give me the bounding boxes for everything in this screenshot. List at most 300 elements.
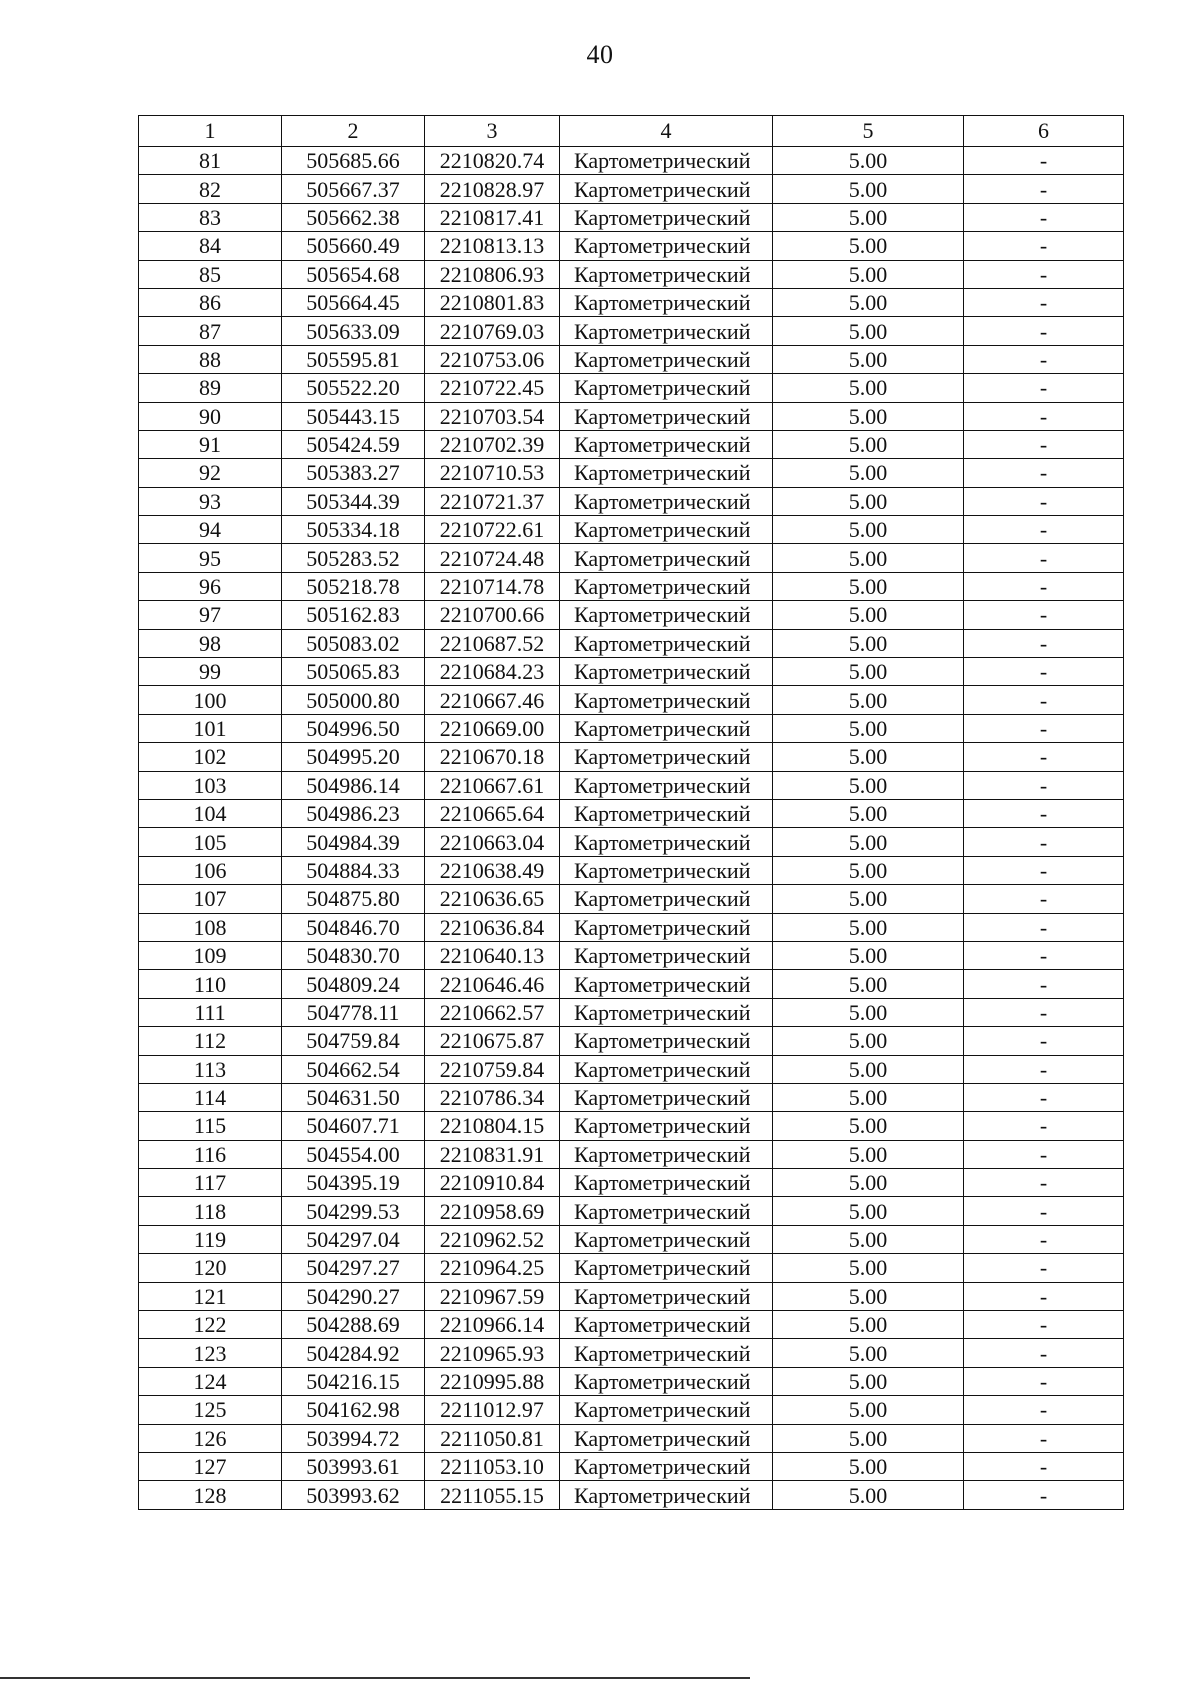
point-number-cell: 124: [139, 1367, 282, 1395]
accuracy-cell: 5.00: [773, 1083, 964, 1111]
method-cell: Картометрический: [560, 799, 773, 827]
description-cell: -: [964, 203, 1124, 231]
table-row: [139, 147, 1124, 175]
y-coordinate-cell: 2210724.48: [425, 544, 560, 572]
point-number-cell: 103: [139, 771, 282, 799]
table-row: [139, 1367, 1124, 1395]
x-coordinate-cell: 504830.70: [282, 941, 425, 969]
description-cell: -: [964, 345, 1124, 373]
description-cell: -: [964, 288, 1124, 316]
method-cell: Картометрический: [560, 743, 773, 771]
accuracy-cell: 5.00: [773, 941, 964, 969]
description-cell: -: [964, 1197, 1124, 1225]
accuracy-cell: 5.00: [773, 147, 964, 175]
x-coordinate-cell: 505383.27: [282, 459, 425, 487]
method-cell: Картометрический: [560, 1311, 773, 1339]
accuracy-cell: 5.00: [773, 260, 964, 288]
y-coordinate-cell: 2210638.49: [425, 856, 560, 884]
table-row: [139, 1027, 1124, 1055]
table-row: [139, 885, 1124, 913]
x-coordinate-cell: 504984.39: [282, 828, 425, 856]
method-cell: Картометрический: [560, 828, 773, 856]
point-number-cell: 96: [139, 572, 282, 600]
method-cell: Картометрический: [560, 1225, 773, 1253]
table-row: [139, 374, 1124, 402]
x-coordinate-cell: 505660.49: [282, 232, 425, 260]
point-number-cell: 125: [139, 1396, 282, 1424]
y-coordinate-cell: 2210722.45: [425, 374, 560, 402]
x-coordinate-cell: 503993.62: [282, 1481, 425, 1509]
y-coordinate-cell: 2210806.93: [425, 260, 560, 288]
y-coordinate-cell: 2210958.69: [425, 1197, 560, 1225]
description-cell: -: [964, 1396, 1124, 1424]
table-row: [139, 1282, 1124, 1310]
method-cell: Картометрический: [560, 544, 773, 572]
method-cell: Картометрический: [560, 203, 773, 231]
accuracy-cell: 5.00: [773, 1396, 964, 1424]
description-cell: -: [964, 1424, 1124, 1452]
x-coordinate-cell: 504846.70: [282, 913, 425, 941]
table-row: [139, 203, 1124, 231]
accuracy-cell: 5.00: [773, 601, 964, 629]
y-coordinate-cell: 2210786.34: [425, 1083, 560, 1111]
description-cell: -: [964, 799, 1124, 827]
table-row: [139, 572, 1124, 600]
table-row: [139, 1254, 1124, 1282]
point-number-cell: 92: [139, 459, 282, 487]
x-coordinate-cell: 504778.11: [282, 998, 425, 1026]
y-coordinate-cell: 2210703.54: [425, 402, 560, 430]
accuracy-cell: 5.00: [773, 345, 964, 373]
description-cell: -: [964, 572, 1124, 600]
description-cell: -: [964, 1311, 1124, 1339]
accuracy-cell: 5.00: [773, 288, 964, 316]
y-coordinate-cell: 2210662.57: [425, 998, 560, 1026]
x-coordinate-cell: 505662.38: [282, 203, 425, 231]
method-cell: Картометрический: [560, 1254, 773, 1282]
table-row: [139, 714, 1124, 742]
description-cell: -: [964, 743, 1124, 771]
point-number-cell: 122: [139, 1311, 282, 1339]
method-cell: Картометрический: [560, 1452, 773, 1480]
description-cell: -: [964, 1112, 1124, 1140]
point-number-cell: 109: [139, 941, 282, 969]
description-cell: -: [964, 1339, 1124, 1367]
table-row: [139, 1083, 1124, 1111]
table-row: [139, 1169, 1124, 1197]
point-number-cell: 111: [139, 998, 282, 1026]
accuracy-cell: 5.00: [773, 1027, 964, 1055]
accuracy-cell: 5.00: [773, 1112, 964, 1140]
description-cell: -: [964, 544, 1124, 572]
header-col-4: 4: [560, 116, 773, 147]
description-cell: -: [964, 1481, 1124, 1509]
description-cell: -: [964, 402, 1124, 430]
description-cell: -: [964, 629, 1124, 657]
method-cell: Картометрический: [560, 1169, 773, 1197]
x-coordinate-cell: 504297.27: [282, 1254, 425, 1282]
y-coordinate-cell: 2210967.59: [425, 1282, 560, 1310]
description-cell: -: [964, 232, 1124, 260]
point-number-cell: 113: [139, 1055, 282, 1083]
accuracy-cell: 5.00: [773, 203, 964, 231]
y-coordinate-cell: 2210669.00: [425, 714, 560, 742]
method-cell: Картометрический: [560, 430, 773, 458]
point-number-cell: 101: [139, 714, 282, 742]
y-coordinate-cell: 2210636.84: [425, 913, 560, 941]
point-number-cell: 83: [139, 203, 282, 231]
accuracy-cell: 5.00: [773, 1424, 964, 1452]
x-coordinate-cell: 505685.66: [282, 147, 425, 175]
y-coordinate-cell: 2210687.52: [425, 629, 560, 657]
x-coordinate-cell: 505065.83: [282, 658, 425, 686]
y-coordinate-cell: 2210721.37: [425, 487, 560, 515]
point-number-cell: 117: [139, 1169, 282, 1197]
accuracy-cell: 5.00: [773, 970, 964, 998]
y-coordinate-cell: 2210722.61: [425, 516, 560, 544]
table-row: [139, 1225, 1124, 1253]
point-number-cell: 108: [139, 913, 282, 941]
y-coordinate-cell: 2210753.06: [425, 345, 560, 373]
point-number-cell: 88: [139, 345, 282, 373]
x-coordinate-cell: 505083.02: [282, 629, 425, 657]
y-coordinate-cell: 2210640.13: [425, 941, 560, 969]
y-coordinate-cell: 2210675.87: [425, 1027, 560, 1055]
y-coordinate-cell: 2210831.91: [425, 1140, 560, 1168]
description-cell: -: [964, 260, 1124, 288]
description-cell: -: [964, 175, 1124, 203]
point-number-cell: 104: [139, 799, 282, 827]
point-number-cell: 95: [139, 544, 282, 572]
method-cell: Картометрический: [560, 516, 773, 544]
description-cell: -: [964, 317, 1124, 345]
method-cell: Картометрический: [560, 771, 773, 799]
description-cell: -: [964, 828, 1124, 856]
table-row: [139, 1339, 1124, 1367]
table-row: [139, 998, 1124, 1026]
point-number-cell: 116: [139, 1140, 282, 1168]
accuracy-cell: 5.00: [773, 1197, 964, 1225]
accuracy-cell: 5.00: [773, 1339, 964, 1367]
description-cell: -: [964, 686, 1124, 714]
table-row: [139, 1481, 1124, 1509]
y-coordinate-cell: 2210759.84: [425, 1055, 560, 1083]
method-cell: Картометрический: [560, 856, 773, 884]
method-cell: Картометрический: [560, 260, 773, 288]
accuracy-cell: 5.00: [773, 686, 964, 714]
description-cell: -: [964, 913, 1124, 941]
method-cell: Картометрический: [560, 1367, 773, 1395]
y-coordinate-cell: 2210636.65: [425, 885, 560, 913]
method-cell: Картометрический: [560, 1396, 773, 1424]
method-cell: Картометрический: [560, 998, 773, 1026]
accuracy-cell: 5.00: [773, 856, 964, 884]
x-coordinate-cell: 503993.61: [282, 1452, 425, 1480]
header-row: [139, 116, 1124, 147]
y-coordinate-cell: 2210665.64: [425, 799, 560, 827]
accuracy-cell: 5.00: [773, 430, 964, 458]
x-coordinate-cell: 505633.09: [282, 317, 425, 345]
accuracy-cell: 5.00: [773, 771, 964, 799]
point-number-cell: 97: [139, 601, 282, 629]
x-coordinate-cell: 504995.20: [282, 743, 425, 771]
description-cell: -: [964, 1027, 1124, 1055]
method-cell: Картометрический: [560, 175, 773, 203]
description-cell: -: [964, 885, 1124, 913]
point-number-cell: 93: [139, 487, 282, 515]
table-row: [139, 1452, 1124, 1480]
method-cell: Картометрический: [560, 913, 773, 941]
accuracy-cell: 5.00: [773, 459, 964, 487]
point-number-cell: 100: [139, 686, 282, 714]
y-coordinate-cell: 2210820.74: [425, 147, 560, 175]
point-number-cell: 82: [139, 175, 282, 203]
point-number-cell: 84: [139, 232, 282, 260]
table-row: [139, 430, 1124, 458]
table-row: [139, 402, 1124, 430]
accuracy-cell: 5.00: [773, 629, 964, 657]
table-row: [139, 601, 1124, 629]
x-coordinate-cell: 504288.69: [282, 1311, 425, 1339]
x-coordinate-cell: 505218.78: [282, 572, 425, 600]
header-col-2: 2: [282, 116, 425, 147]
x-coordinate-cell: 504554.00: [282, 1140, 425, 1168]
accuracy-cell: 5.00: [773, 317, 964, 345]
method-cell: Картометрический: [560, 629, 773, 657]
point-number-cell: 98: [139, 629, 282, 657]
table-row: [139, 1140, 1124, 1168]
point-number-cell: 102: [139, 743, 282, 771]
x-coordinate-cell: 504809.24: [282, 970, 425, 998]
method-cell: Картометрический: [560, 1055, 773, 1083]
x-coordinate-cell: 505334.18: [282, 516, 425, 544]
header-col-1: 1: [139, 116, 282, 147]
table-row: [139, 175, 1124, 203]
accuracy-cell: 5.00: [773, 743, 964, 771]
table-row: [139, 856, 1124, 884]
description-cell: -: [964, 1140, 1124, 1168]
accuracy-cell: 5.00: [773, 1225, 964, 1253]
description-cell: -: [964, 147, 1124, 175]
method-cell: Картометрический: [560, 1481, 773, 1509]
x-coordinate-cell: 504162.98: [282, 1396, 425, 1424]
y-coordinate-cell: 2210962.52: [425, 1225, 560, 1253]
description-cell: -: [964, 459, 1124, 487]
table-row: [139, 913, 1124, 941]
x-coordinate-cell: 505654.68: [282, 260, 425, 288]
x-coordinate-cell: 504986.23: [282, 799, 425, 827]
accuracy-cell: 5.00: [773, 1367, 964, 1395]
point-number-cell: 86: [139, 288, 282, 316]
coordinates-table: [138, 115, 1124, 1510]
description-cell: -: [964, 1254, 1124, 1282]
description-cell: -: [964, 1083, 1124, 1111]
y-coordinate-cell: 2210667.46: [425, 686, 560, 714]
table-row: [139, 1197, 1124, 1225]
point-number-cell: 81: [139, 147, 282, 175]
y-coordinate-cell: 2210995.88: [425, 1367, 560, 1395]
point-number-cell: 89: [139, 374, 282, 402]
x-coordinate-cell: 504875.80: [282, 885, 425, 913]
method-cell: Картометрический: [560, 1424, 773, 1452]
point-number-cell: 94: [139, 516, 282, 544]
point-number-cell: 107: [139, 885, 282, 913]
method-cell: Картометрический: [560, 232, 773, 260]
x-coordinate-cell: 504996.50: [282, 714, 425, 742]
description-cell: -: [964, 1225, 1124, 1253]
point-number-cell: 91: [139, 430, 282, 458]
point-number-cell: 115: [139, 1112, 282, 1140]
accuracy-cell: 5.00: [773, 1481, 964, 1509]
method-cell: Картометрический: [560, 374, 773, 402]
description-cell: -: [964, 998, 1124, 1026]
point-number-cell: 121: [139, 1282, 282, 1310]
table-row: [139, 658, 1124, 686]
accuracy-cell: 5.00: [773, 1169, 964, 1197]
description-cell: -: [964, 1367, 1124, 1395]
y-coordinate-cell: 2210670.18: [425, 743, 560, 771]
accuracy-cell: 5.00: [773, 516, 964, 544]
accuracy-cell: 5.00: [773, 658, 964, 686]
method-cell: Картометрический: [560, 402, 773, 430]
point-number-cell: 127: [139, 1452, 282, 1480]
description-cell: -: [964, 516, 1124, 544]
description-cell: -: [964, 487, 1124, 515]
table-row: [139, 1055, 1124, 1083]
x-coordinate-cell: 504759.84: [282, 1027, 425, 1055]
y-coordinate-cell: 2210769.03: [425, 317, 560, 345]
method-cell: Картометрический: [560, 317, 773, 345]
header-col-6: 6: [964, 116, 1124, 147]
accuracy-cell: 5.00: [773, 885, 964, 913]
x-coordinate-cell: 504297.04: [282, 1225, 425, 1253]
accuracy-cell: 5.00: [773, 1282, 964, 1310]
accuracy-cell: 5.00: [773, 828, 964, 856]
description-cell: -: [964, 1169, 1124, 1197]
accuracy-cell: 5.00: [773, 544, 964, 572]
y-coordinate-cell: 2210966.14: [425, 1311, 560, 1339]
y-coordinate-cell: 2210684.23: [425, 658, 560, 686]
method-cell: Картометрический: [560, 1339, 773, 1367]
table-row: [139, 459, 1124, 487]
x-coordinate-cell: 505424.59: [282, 430, 425, 458]
x-coordinate-cell: 505667.37: [282, 175, 425, 203]
y-coordinate-cell: 2210710.53: [425, 459, 560, 487]
point-number-cell: 123: [139, 1339, 282, 1367]
description-cell: -: [964, 658, 1124, 686]
x-coordinate-cell: 504662.54: [282, 1055, 425, 1083]
table-row: [139, 288, 1124, 316]
y-coordinate-cell: 2210646.46: [425, 970, 560, 998]
x-coordinate-cell: 504284.92: [282, 1339, 425, 1367]
point-number-cell: 99: [139, 658, 282, 686]
y-coordinate-cell: 2210667.61: [425, 771, 560, 799]
table-row: [139, 487, 1124, 515]
x-coordinate-cell: 505595.81: [282, 345, 425, 373]
y-coordinate-cell: 2210828.97: [425, 175, 560, 203]
x-coordinate-cell: 505522.20: [282, 374, 425, 402]
method-cell: Картометрический: [560, 1140, 773, 1168]
method-cell: Картометрический: [560, 1282, 773, 1310]
x-coordinate-cell: 505344.39: [282, 487, 425, 515]
method-cell: Картометрический: [560, 1197, 773, 1225]
method-cell: Картометрический: [560, 487, 773, 515]
header-col-5: 5: [773, 116, 964, 147]
accuracy-cell: 5.00: [773, 572, 964, 600]
point-number-cell: 128: [139, 1481, 282, 1509]
method-cell: Картометрический: [560, 147, 773, 175]
method-cell: Картометрический: [560, 1083, 773, 1111]
table-row: [139, 1112, 1124, 1140]
x-coordinate-cell: 505162.83: [282, 601, 425, 629]
table-row: [139, 1424, 1124, 1452]
method-cell: Картометрический: [560, 1112, 773, 1140]
x-coordinate-cell: 504607.71: [282, 1112, 425, 1140]
table-row: [139, 260, 1124, 288]
table-row: [139, 941, 1124, 969]
accuracy-cell: 5.00: [773, 1055, 964, 1083]
bottom-rule: [0, 1677, 750, 1679]
y-coordinate-cell: 2210714.78: [425, 572, 560, 600]
y-coordinate-cell: 2210804.15: [425, 1112, 560, 1140]
table-row: [139, 686, 1124, 714]
x-coordinate-cell: 505443.15: [282, 402, 425, 430]
header-col-3: 3: [425, 116, 560, 147]
accuracy-cell: 5.00: [773, 175, 964, 203]
y-coordinate-cell: 2210910.84: [425, 1169, 560, 1197]
y-coordinate-cell: 2210813.13: [425, 232, 560, 260]
x-coordinate-cell: 504884.33: [282, 856, 425, 884]
description-cell: -: [964, 1282, 1124, 1310]
description-cell: -: [964, 430, 1124, 458]
y-coordinate-cell: 2210700.66: [425, 601, 560, 629]
table-row: [139, 799, 1124, 827]
point-number-cell: 85: [139, 260, 282, 288]
table-row: [139, 317, 1124, 345]
accuracy-cell: 5.00: [773, 1452, 964, 1480]
x-coordinate-cell: 504986.14: [282, 771, 425, 799]
point-number-cell: 126: [139, 1424, 282, 1452]
point-number-cell: 106: [139, 856, 282, 884]
method-cell: Картометрический: [560, 885, 773, 913]
method-cell: Картометрический: [560, 970, 773, 998]
description-cell: -: [964, 601, 1124, 629]
x-coordinate-cell: 504395.19: [282, 1169, 425, 1197]
accuracy-cell: 5.00: [773, 487, 964, 515]
point-number-cell: 90: [139, 402, 282, 430]
table-row: [139, 1311, 1124, 1339]
accuracy-cell: 5.00: [773, 799, 964, 827]
y-coordinate-cell: 2210965.93: [425, 1339, 560, 1367]
method-cell: Картометрический: [560, 572, 773, 600]
x-coordinate-cell: 504631.50: [282, 1083, 425, 1111]
x-coordinate-cell: 504299.53: [282, 1197, 425, 1225]
accuracy-cell: 5.00: [773, 1254, 964, 1282]
point-number-cell: 112: [139, 1027, 282, 1055]
description-cell: -: [964, 941, 1124, 969]
page-number: 40: [586, 40, 614, 69]
point-number-cell: 110: [139, 970, 282, 998]
method-cell: Картометрический: [560, 345, 773, 373]
table-body: [139, 147, 1124, 1510]
table-row: [139, 544, 1124, 572]
x-coordinate-cell: 503994.72: [282, 1424, 425, 1452]
point-number-cell: 119: [139, 1225, 282, 1253]
table-header: [139, 116, 1124, 147]
method-cell: Картометрический: [560, 601, 773, 629]
method-cell: Картометрический: [560, 459, 773, 487]
accuracy-cell: 5.00: [773, 232, 964, 260]
